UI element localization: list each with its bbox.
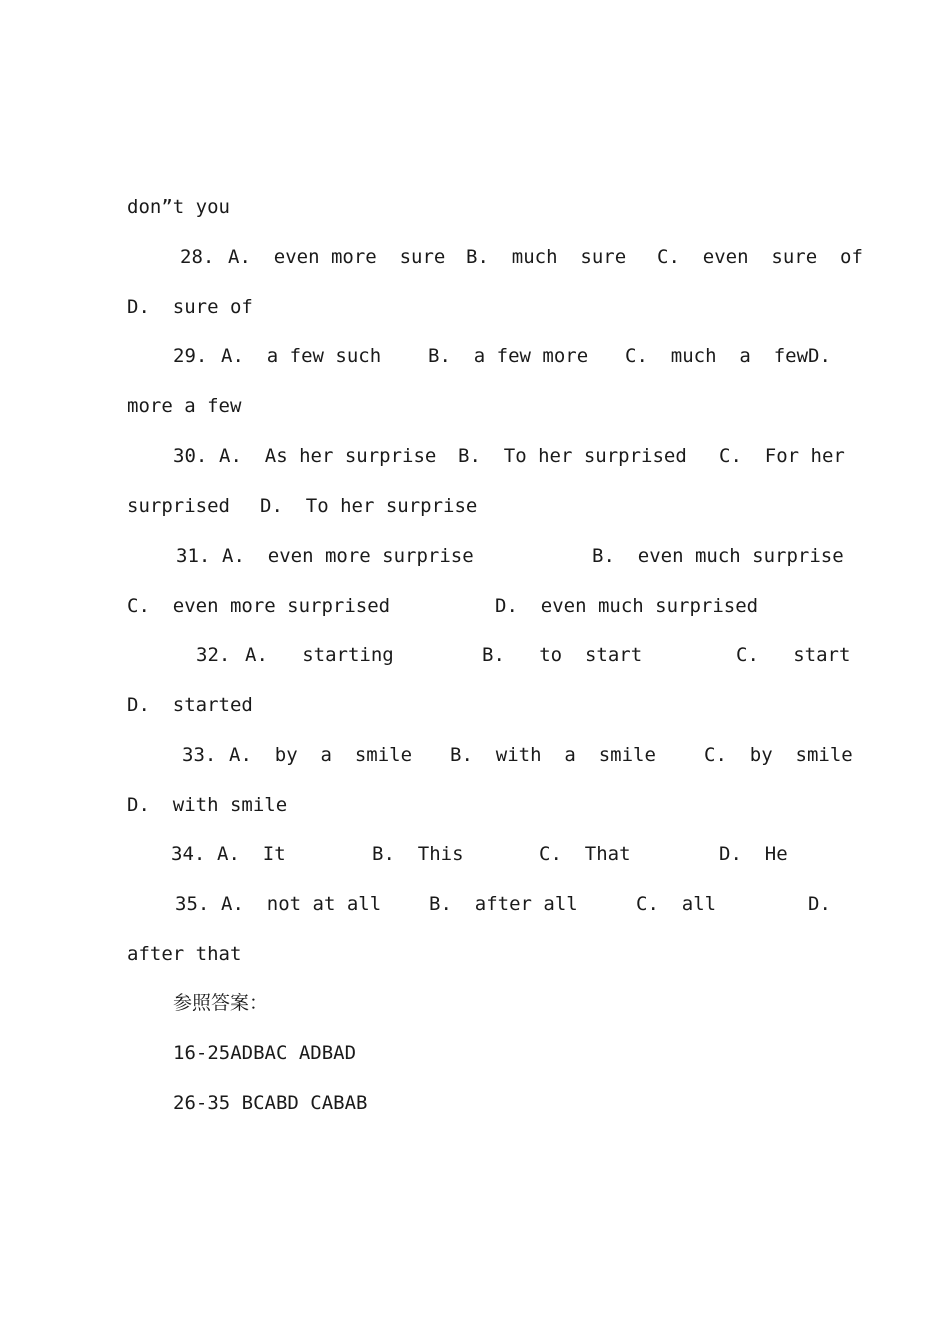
question-30-continued	[0, 493, 950, 519]
option-d-label: D.	[808, 345, 831, 367]
question-31-continued	[0, 593, 950, 619]
option-b: B. This	[372, 843, 464, 865]
option-d-label: D.	[808, 893, 831, 915]
option-d: D. To her surprise	[260, 495, 478, 517]
option-d: D. He	[719, 843, 788, 865]
question-number: 34.	[171, 843, 206, 865]
option-a: A. As her surprise	[219, 445, 437, 467]
option-d: D. with smile	[127, 794, 288, 816]
option-b: B. with a smile	[450, 744, 656, 766]
option-b: B. even much surprise	[592, 545, 844, 567]
option-c: C. even sure of	[657, 246, 863, 268]
question-34	[0, 841, 950, 867]
option-a: A. even more surprise	[222, 545, 474, 567]
option-c: C. start	[736, 644, 851, 666]
question-35	[0, 891, 950, 917]
answer-line: 26-35 BCABD CABAB	[173, 1092, 368, 1114]
question-number: 29.	[173, 345, 208, 367]
question-number: 28.	[180, 246, 215, 268]
option-c: C. much a few	[625, 345, 809, 367]
question-32	[0, 642, 950, 668]
option-d: D. started	[127, 694, 253, 716]
question-31	[0, 543, 950, 569]
option-c: C. That	[539, 843, 631, 865]
option-c: C. For her	[719, 445, 845, 467]
option-d: more a few	[127, 395, 242, 417]
question-number: 33.	[182, 744, 217, 766]
option-c: C. by smile	[704, 744, 853, 766]
option-d: D. even much surprised	[495, 595, 759, 617]
option-d: after that	[127, 943, 242, 965]
option-b: B. to start	[482, 644, 643, 666]
option-a: A. a few such	[221, 345, 382, 367]
option-a: A. not at all	[221, 893, 382, 915]
option-d: D. sure of	[127, 296, 253, 318]
option-a: A. even more sure	[228, 246, 446, 268]
question-29	[0, 343, 950, 369]
question-33	[0, 742, 950, 768]
question-number: 30.	[173, 445, 208, 467]
answer-line: 16-25ADBAC ADBAD	[173, 1042, 357, 1064]
option-a: A. It	[217, 843, 286, 865]
question-number: 32.	[196, 644, 231, 666]
option-a: A. by a smile	[229, 744, 413, 766]
option-b: B. after all	[429, 893, 578, 915]
option-b: B. much sure	[466, 246, 627, 268]
question-30	[0, 443, 950, 469]
question-number: 31.	[176, 545, 211, 567]
option-b: B. a few more	[428, 345, 589, 367]
continuation-text: don”t you	[127, 196, 230, 218]
answer-heading: 参照答案：	[173, 992, 269, 1014]
option-c-continued: surprised	[127, 495, 230, 517]
option-a: A. starting	[245, 644, 394, 666]
option-c: C. even more surprised	[127, 595, 391, 617]
option-b: B. To her surprised	[458, 445, 687, 467]
question-28	[0, 244, 950, 270]
option-c: C. all	[636, 893, 717, 915]
question-number: 35.	[175, 893, 210, 915]
